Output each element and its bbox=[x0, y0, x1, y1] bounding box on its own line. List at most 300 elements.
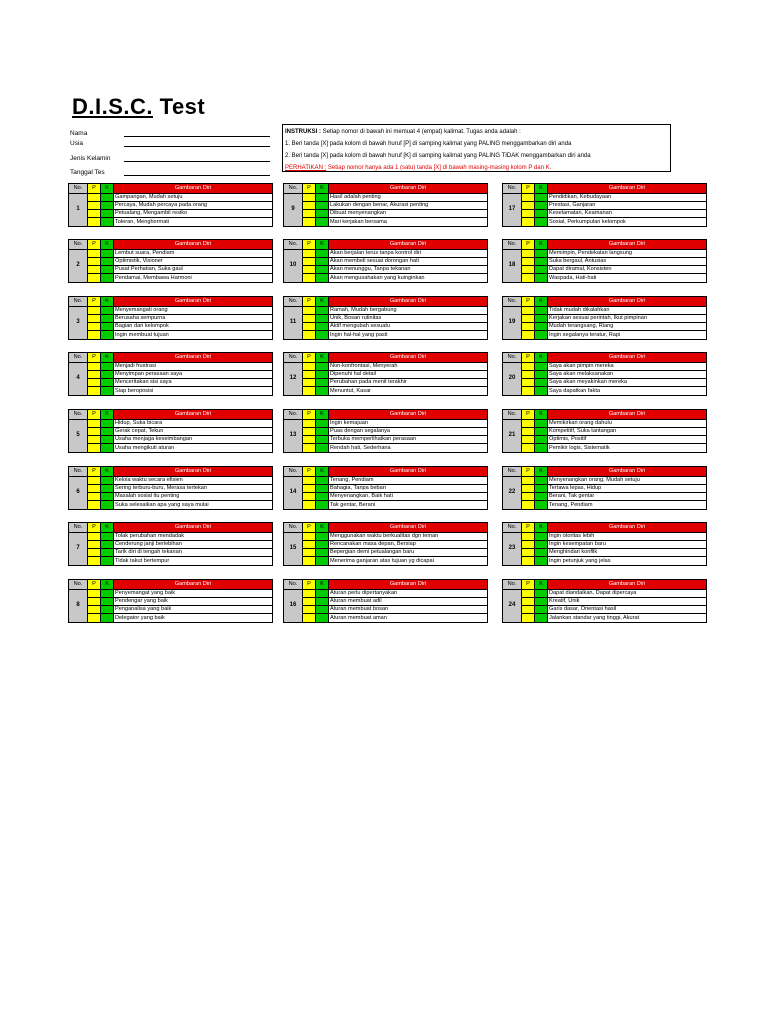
header-no: No. bbox=[284, 580, 303, 590]
p-checkbox-cell[interactable] bbox=[522, 379, 535, 387]
statement-row bbox=[69, 323, 273, 331]
k-checkbox-cell[interactable] bbox=[316, 597, 329, 605]
p-checkbox-cell[interactable] bbox=[88, 362, 101, 370]
p-checkbox-cell[interactable] bbox=[88, 274, 101, 282]
statement-row bbox=[284, 589, 488, 597]
statement-text: Waspada, Hati-hati bbox=[548, 274, 707, 282]
statement-row bbox=[69, 501, 273, 509]
p-checkbox-cell[interactable] bbox=[303, 257, 316, 265]
k-checkbox-cell[interactable] bbox=[535, 370, 548, 378]
k-checkbox-cell[interactable] bbox=[316, 193, 329, 201]
header-k: K bbox=[535, 353, 548, 363]
statement-row bbox=[284, 549, 488, 557]
p-checkbox-cell[interactable] bbox=[88, 476, 101, 484]
k-checkbox-cell[interactable] bbox=[101, 540, 114, 548]
p-checkbox-cell[interactable] bbox=[522, 306, 535, 314]
k-checkbox-cell[interactable] bbox=[535, 493, 548, 501]
p-checkbox-cell[interactable] bbox=[303, 323, 316, 331]
statement-row bbox=[284, 557, 488, 565]
p-checkbox-cell[interactable] bbox=[522, 493, 535, 501]
p-checkbox-cell[interactable] bbox=[303, 331, 316, 339]
k-checkbox-cell[interactable] bbox=[316, 436, 329, 444]
p-checkbox-cell[interactable] bbox=[522, 266, 535, 274]
k-checkbox-cell[interactable] bbox=[316, 549, 329, 557]
k-checkbox-cell[interactable] bbox=[535, 314, 548, 322]
header-p: P bbox=[88, 297, 101, 307]
k-checkbox-cell[interactable] bbox=[535, 210, 548, 218]
item-number: 23 bbox=[503, 532, 522, 565]
k-checkbox-cell[interactable] bbox=[101, 274, 114, 282]
k-checkbox-cell[interactable] bbox=[535, 266, 548, 274]
k-checkbox-cell[interactable] bbox=[101, 436, 114, 444]
p-checkbox-cell[interactable] bbox=[88, 257, 101, 265]
p-checkbox-cell[interactable] bbox=[303, 427, 316, 435]
p-checkbox-cell[interactable] bbox=[303, 274, 316, 282]
item-header-row bbox=[69, 523, 273, 533]
p-checkbox-cell[interactable] bbox=[88, 266, 101, 274]
p-checkbox-cell[interactable] bbox=[88, 249, 101, 257]
item-header-row bbox=[284, 240, 488, 250]
item-number: 19 bbox=[503, 306, 522, 339]
statement-row bbox=[284, 476, 488, 484]
p-checkbox-cell[interactable] bbox=[88, 370, 101, 378]
statement-text: Menyenangkan orang, Mudah setuju bbox=[548, 476, 707, 484]
p-checkbox-cell[interactable] bbox=[303, 249, 316, 257]
k-checkbox-cell[interactable] bbox=[316, 484, 329, 492]
p-checkbox-cell[interactable] bbox=[522, 606, 535, 614]
header-gambaran-diri: Gambaran Diri bbox=[329, 184, 488, 194]
k-checkbox-cell[interactable] bbox=[316, 331, 329, 339]
item-header-row bbox=[69, 240, 273, 250]
statement-row bbox=[69, 218, 273, 226]
k-checkbox-cell[interactable] bbox=[535, 323, 548, 331]
p-checkbox-cell[interactable] bbox=[522, 614, 535, 622]
k-checkbox-cell[interactable] bbox=[316, 493, 329, 501]
k-checkbox-cell[interactable] bbox=[316, 218, 329, 226]
k-checkbox-cell[interactable] bbox=[316, 210, 329, 218]
p-checkbox-cell[interactable] bbox=[88, 589, 101, 597]
field-jenis-kelamin[interactable] bbox=[70, 151, 270, 162]
k-checkbox-cell[interactable] bbox=[316, 540, 329, 548]
k-checkbox-cell[interactable] bbox=[101, 557, 114, 565]
k-checkbox-cell[interactable] bbox=[535, 597, 548, 605]
statement-text: Aturan membuat bosan bbox=[329, 606, 488, 614]
statement-text: Berusaha sempurna bbox=[114, 314, 273, 322]
p-checkbox-cell[interactable] bbox=[522, 427, 535, 435]
k-checkbox-cell[interactable] bbox=[101, 387, 114, 395]
p-checkbox-cell[interactable] bbox=[303, 210, 316, 218]
k-checkbox-cell[interactable] bbox=[101, 589, 114, 597]
p-checkbox-cell[interactable] bbox=[88, 306, 101, 314]
statement-row bbox=[503, 266, 707, 274]
k-checkbox-cell[interactable] bbox=[535, 589, 548, 597]
statement-row bbox=[503, 444, 707, 452]
statement-text: Menggunakan waktu berkualitas dgn teman bbox=[329, 532, 488, 540]
header-p: P bbox=[88, 184, 101, 194]
header-k: K bbox=[101, 184, 114, 194]
k-checkbox-cell[interactable] bbox=[101, 257, 114, 265]
header-k: K bbox=[101, 580, 114, 590]
k-checkbox-cell[interactable] bbox=[101, 532, 114, 540]
header-k: K bbox=[316, 184, 329, 194]
field-line[interactable] bbox=[124, 139, 270, 147]
p-checkbox-cell[interactable] bbox=[303, 501, 316, 509]
p-checkbox-cell[interactable] bbox=[303, 606, 316, 614]
k-checkbox-cell[interactable] bbox=[101, 549, 114, 557]
p-checkbox-cell[interactable] bbox=[303, 614, 316, 622]
header-k: K bbox=[101, 467, 114, 477]
k-checkbox-cell[interactable] bbox=[316, 379, 329, 387]
header-p: P bbox=[88, 523, 101, 533]
p-checkbox-cell[interactable] bbox=[522, 419, 535, 427]
statement-text: Menyenangkan, Baik hati bbox=[329, 493, 488, 501]
k-checkbox-cell[interactable] bbox=[316, 532, 329, 540]
k-checkbox-cell[interactable] bbox=[316, 274, 329, 282]
statement-text: Optimis, Positif bbox=[548, 436, 707, 444]
p-checkbox-cell[interactable] bbox=[88, 493, 101, 501]
statement-text: Toleran, Menghormati bbox=[114, 218, 273, 226]
k-checkbox-cell[interactable] bbox=[101, 419, 114, 427]
header-k: K bbox=[535, 240, 548, 250]
header-gambaran-diri: Gambaran Diri bbox=[548, 297, 707, 307]
statement-text: Ingin hal-hal yang pasti bbox=[329, 331, 488, 339]
p-checkbox-cell[interactable] bbox=[522, 549, 535, 557]
disc-item-7 bbox=[68, 522, 273, 566]
k-checkbox-cell[interactable] bbox=[316, 606, 329, 614]
k-checkbox-cell[interactable] bbox=[535, 557, 548, 565]
statement-text: Tenang, Pendiam bbox=[329, 476, 488, 484]
statement-row bbox=[503, 379, 707, 387]
k-checkbox-cell[interactable] bbox=[535, 436, 548, 444]
p-checkbox-cell[interactable] bbox=[303, 557, 316, 565]
k-checkbox-cell[interactable] bbox=[316, 257, 329, 265]
p-checkbox-cell[interactable] bbox=[303, 419, 316, 427]
statement-text: Bepergian demi petualangan baru bbox=[329, 549, 488, 557]
k-checkbox-cell[interactable] bbox=[535, 540, 548, 548]
disc-item-11 bbox=[283, 296, 488, 340]
p-checkbox-cell[interactable] bbox=[522, 201, 535, 209]
k-checkbox-cell[interactable] bbox=[535, 193, 548, 201]
k-checkbox-cell[interactable] bbox=[535, 201, 548, 209]
item-number: 15 bbox=[284, 532, 303, 565]
header-gambaran-diri: Gambaran Diri bbox=[329, 353, 488, 363]
k-checkbox-cell[interactable] bbox=[535, 419, 548, 427]
statement-row bbox=[503, 597, 707, 605]
p-checkbox-cell[interactable] bbox=[522, 532, 535, 540]
statement-row bbox=[284, 606, 488, 614]
k-checkbox-cell[interactable] bbox=[535, 331, 548, 339]
p-checkbox-cell[interactable] bbox=[303, 362, 316, 370]
p-checkbox-cell[interactable] bbox=[303, 540, 316, 548]
p-checkbox-cell[interactable] bbox=[522, 557, 535, 565]
k-checkbox-cell[interactable] bbox=[101, 501, 114, 509]
p-checkbox-cell[interactable] bbox=[303, 493, 316, 501]
field-line[interactable] bbox=[124, 154, 270, 162]
k-checkbox-cell[interactable] bbox=[101, 493, 114, 501]
p-checkbox-cell[interactable] bbox=[522, 331, 535, 339]
statement-row bbox=[503, 193, 707, 201]
statement-text: Akan menunggu, Tanpa tekanan bbox=[329, 266, 488, 274]
p-checkbox-cell[interactable] bbox=[522, 362, 535, 370]
p-checkbox-cell[interactable] bbox=[88, 387, 101, 395]
k-checkbox-cell[interactable] bbox=[316, 362, 329, 370]
k-checkbox-cell[interactable] bbox=[101, 597, 114, 605]
k-checkbox-cell[interactable] bbox=[101, 306, 114, 314]
p-checkbox-cell[interactable] bbox=[303, 387, 316, 395]
p-checkbox-cell[interactable] bbox=[88, 444, 101, 452]
statement-text: Saya akan meyakinkan mereka bbox=[548, 379, 707, 387]
p-checkbox-cell[interactable] bbox=[88, 532, 101, 540]
statement-row bbox=[284, 493, 488, 501]
k-checkbox-cell[interactable] bbox=[535, 501, 548, 509]
k-checkbox-cell[interactable] bbox=[316, 201, 329, 209]
k-checkbox-cell[interactable] bbox=[535, 306, 548, 314]
k-checkbox-cell[interactable] bbox=[316, 427, 329, 435]
p-checkbox-cell[interactable] bbox=[303, 444, 316, 452]
k-checkbox-cell[interactable] bbox=[101, 266, 114, 274]
k-checkbox-cell[interactable] bbox=[316, 266, 329, 274]
p-checkbox-cell[interactable] bbox=[88, 501, 101, 509]
field-label: Jenis Kelamin bbox=[70, 154, 111, 162]
k-checkbox-cell[interactable] bbox=[535, 476, 548, 484]
item-header-row bbox=[503, 523, 707, 533]
p-checkbox-cell[interactable] bbox=[303, 193, 316, 201]
statement-text: Dipenuhi hal detail bbox=[329, 370, 488, 378]
k-checkbox-cell[interactable] bbox=[101, 249, 114, 257]
item-number: 8 bbox=[69, 589, 88, 622]
header-no: No. bbox=[503, 240, 522, 250]
identity-fields bbox=[70, 126, 270, 176]
statement-row bbox=[69, 476, 273, 484]
k-checkbox-cell[interactable] bbox=[316, 614, 329, 622]
p-checkbox-cell[interactable] bbox=[88, 540, 101, 548]
p-checkbox-cell[interactable] bbox=[522, 436, 535, 444]
statement-row bbox=[503, 257, 707, 265]
statement-text: Kelola waktu secara efisien bbox=[114, 476, 273, 484]
k-checkbox-cell[interactable] bbox=[101, 444, 114, 452]
header-gambaran-diri: Gambaran Diri bbox=[548, 353, 707, 363]
p-checkbox-cell[interactable] bbox=[522, 540, 535, 548]
statement-text: Menerima ganjaran atas tujuan yg dicapai bbox=[329, 557, 488, 565]
k-checkbox-cell[interactable] bbox=[101, 314, 114, 322]
p-checkbox-cell[interactable] bbox=[88, 557, 101, 565]
p-checkbox-cell[interactable] bbox=[303, 266, 316, 274]
p-checkbox-cell[interactable] bbox=[88, 201, 101, 209]
p-checkbox-cell[interactable] bbox=[303, 476, 316, 484]
p-checkbox-cell[interactable] bbox=[88, 193, 101, 201]
statement-text: Dibuat menyenangkan bbox=[329, 210, 488, 218]
p-checkbox-cell[interactable] bbox=[88, 210, 101, 218]
field-usia[interactable] bbox=[70, 137, 270, 148]
p-checkbox-cell[interactable] bbox=[303, 549, 316, 557]
p-checkbox-cell[interactable] bbox=[303, 484, 316, 492]
k-checkbox-cell[interactable] bbox=[101, 218, 114, 226]
p-checkbox-cell[interactable] bbox=[88, 331, 101, 339]
p-checkbox-cell[interactable] bbox=[522, 370, 535, 378]
p-checkbox-cell[interactable] bbox=[303, 218, 316, 226]
statement-text: Akan mengusahakan yang kuinginkan bbox=[329, 274, 488, 282]
p-checkbox-cell[interactable] bbox=[88, 427, 101, 435]
p-checkbox-cell[interactable] bbox=[88, 549, 101, 557]
field-tanggal-tes[interactable] bbox=[70, 166, 270, 177]
p-checkbox-cell[interactable] bbox=[88, 484, 101, 492]
k-checkbox-cell[interactable] bbox=[316, 419, 329, 427]
p-checkbox-cell[interactable] bbox=[522, 589, 535, 597]
k-checkbox-cell[interactable] bbox=[316, 557, 329, 565]
statement-text: Pusat Perhatian, Suka gaul bbox=[114, 266, 273, 274]
p-checkbox-cell[interactable] bbox=[522, 444, 535, 452]
k-checkbox-cell[interactable] bbox=[101, 476, 114, 484]
statement-text: Kerjakan sesuai perintah, Ikut pimpinan bbox=[548, 314, 707, 322]
p-checkbox-cell[interactable] bbox=[522, 323, 535, 331]
item-number: 17 bbox=[503, 193, 522, 226]
statement-row bbox=[284, 331, 488, 339]
p-checkbox-cell[interactable] bbox=[522, 484, 535, 492]
p-checkbox-cell[interactable] bbox=[522, 476, 535, 484]
p-checkbox-cell[interactable] bbox=[88, 314, 101, 322]
statement-row bbox=[69, 257, 273, 265]
statement-row bbox=[284, 427, 488, 435]
k-checkbox-cell[interactable] bbox=[101, 614, 114, 622]
p-checkbox-cell[interactable] bbox=[522, 249, 535, 257]
statement-row bbox=[503, 419, 707, 427]
p-checkbox-cell[interactable] bbox=[522, 274, 535, 282]
k-checkbox-cell[interactable] bbox=[101, 379, 114, 387]
p-checkbox-cell[interactable] bbox=[88, 218, 101, 226]
p-checkbox-cell[interactable] bbox=[303, 201, 316, 209]
p-checkbox-cell[interactable] bbox=[522, 597, 535, 605]
header-p: P bbox=[303, 297, 316, 307]
k-checkbox-cell[interactable] bbox=[535, 379, 548, 387]
k-checkbox-cell[interactable] bbox=[535, 614, 548, 622]
k-checkbox-cell[interactable] bbox=[535, 606, 548, 614]
p-checkbox-cell[interactable] bbox=[88, 597, 101, 605]
k-checkbox-cell[interactable] bbox=[316, 249, 329, 257]
p-checkbox-cell[interactable] bbox=[88, 419, 101, 427]
p-checkbox-cell[interactable] bbox=[522, 218, 535, 226]
p-checkbox-cell[interactable] bbox=[88, 323, 101, 331]
item-header-row bbox=[503, 240, 707, 250]
k-checkbox-cell[interactable] bbox=[101, 201, 114, 209]
p-checkbox-cell[interactable] bbox=[303, 314, 316, 322]
statement-row bbox=[69, 436, 273, 444]
k-checkbox-cell[interactable] bbox=[535, 484, 548, 492]
k-checkbox-cell[interactable] bbox=[535, 274, 548, 282]
field-line[interactable] bbox=[124, 168, 270, 176]
statement-row bbox=[69, 419, 273, 427]
k-checkbox-cell[interactable] bbox=[316, 476, 329, 484]
statement-text: Menghindari konflik bbox=[548, 549, 707, 557]
k-checkbox-cell[interactable] bbox=[101, 323, 114, 331]
p-checkbox-cell[interactable] bbox=[88, 379, 101, 387]
header-no: No. bbox=[503, 523, 522, 533]
k-checkbox-cell[interactable] bbox=[101, 427, 114, 435]
p-checkbox-cell[interactable] bbox=[303, 436, 316, 444]
k-checkbox-cell[interactable] bbox=[535, 257, 548, 265]
statement-row bbox=[284, 274, 488, 282]
statement-row bbox=[69, 589, 273, 597]
k-checkbox-cell[interactable] bbox=[316, 387, 329, 395]
statement-text: Ingin membuat tujuan bbox=[114, 331, 273, 339]
statement-text: Gampangan, Mudah setuju bbox=[114, 193, 273, 201]
field-nama[interactable] bbox=[70, 126, 270, 137]
p-checkbox-cell[interactable] bbox=[303, 597, 316, 605]
disc-item-16 bbox=[283, 579, 488, 623]
k-checkbox-cell[interactable] bbox=[101, 370, 114, 378]
k-checkbox-cell[interactable] bbox=[535, 444, 548, 452]
k-checkbox-cell[interactable] bbox=[101, 210, 114, 218]
k-checkbox-cell[interactable] bbox=[101, 193, 114, 201]
header-gambaran-diri: Gambaran Diri bbox=[548, 240, 707, 250]
header-k: K bbox=[535, 467, 548, 477]
p-checkbox-cell[interactable] bbox=[522, 387, 535, 395]
p-checkbox-cell[interactable] bbox=[303, 370, 316, 378]
p-checkbox-cell[interactable] bbox=[522, 501, 535, 509]
statement-text: Aturan membuat aman bbox=[329, 614, 488, 622]
instruction-text: Setiap nomor di bawah ini memuat 4 (empat) kalimat. Tugas anda adalah : bbox=[322, 129, 521, 135]
k-checkbox-cell[interactable] bbox=[101, 484, 114, 492]
item-number: 1 bbox=[69, 193, 88, 226]
k-checkbox-cell[interactable] bbox=[535, 427, 548, 435]
field-line[interactable] bbox=[124, 129, 270, 137]
k-checkbox-cell[interactable] bbox=[101, 606, 114, 614]
k-checkbox-cell[interactable] bbox=[316, 444, 329, 452]
p-checkbox-cell[interactable] bbox=[303, 532, 316, 540]
p-checkbox-cell[interactable] bbox=[522, 314, 535, 322]
statement-row bbox=[503, 532, 707, 540]
statement-row bbox=[284, 362, 488, 370]
p-checkbox-cell[interactable] bbox=[303, 589, 316, 597]
k-checkbox-cell[interactable] bbox=[316, 306, 329, 314]
k-checkbox-cell[interactable] bbox=[316, 323, 329, 331]
item-header-row bbox=[284, 353, 488, 363]
p-checkbox-cell[interactable] bbox=[522, 257, 535, 265]
k-checkbox-cell[interactable] bbox=[535, 549, 548, 557]
k-checkbox-cell[interactable] bbox=[316, 314, 329, 322]
p-checkbox-cell[interactable] bbox=[88, 614, 101, 622]
statement-text: Hasil adalah penting bbox=[329, 193, 488, 201]
k-checkbox-cell[interactable] bbox=[535, 362, 548, 370]
statement-text: Menceritakan sisi saya bbox=[114, 379, 273, 387]
disc-item-20 bbox=[502, 352, 707, 396]
statement-row bbox=[69, 362, 273, 370]
k-checkbox-cell[interactable] bbox=[535, 532, 548, 540]
statement-text: Menuntut, Kasar bbox=[329, 387, 488, 395]
k-checkbox-cell[interactable] bbox=[316, 501, 329, 509]
statement-row bbox=[503, 501, 707, 509]
header-no: No. bbox=[503, 297, 522, 307]
p-checkbox-cell[interactable] bbox=[522, 193, 535, 201]
statement-text: Cenderung janji berlebihan bbox=[114, 540, 273, 548]
k-checkbox-cell[interactable] bbox=[535, 218, 548, 226]
statement-row bbox=[503, 314, 707, 322]
p-checkbox-cell[interactable] bbox=[522, 210, 535, 218]
p-checkbox-cell[interactable] bbox=[303, 379, 316, 387]
statement-row bbox=[284, 218, 488, 226]
p-checkbox-cell[interactable] bbox=[88, 606, 101, 614]
statement-text: Menyemangati orang bbox=[114, 306, 273, 314]
header-p: P bbox=[522, 467, 535, 477]
header-p: P bbox=[88, 580, 101, 590]
k-checkbox-cell[interactable] bbox=[535, 387, 548, 395]
k-checkbox-cell[interactable] bbox=[101, 331, 114, 339]
k-checkbox-cell[interactable] bbox=[316, 370, 329, 378]
k-checkbox-cell[interactable] bbox=[535, 249, 548, 257]
p-checkbox-cell[interactable] bbox=[303, 306, 316, 314]
k-checkbox-cell[interactable] bbox=[316, 589, 329, 597]
k-checkbox-cell[interactable] bbox=[101, 362, 114, 370]
p-checkbox-cell[interactable] bbox=[88, 436, 101, 444]
